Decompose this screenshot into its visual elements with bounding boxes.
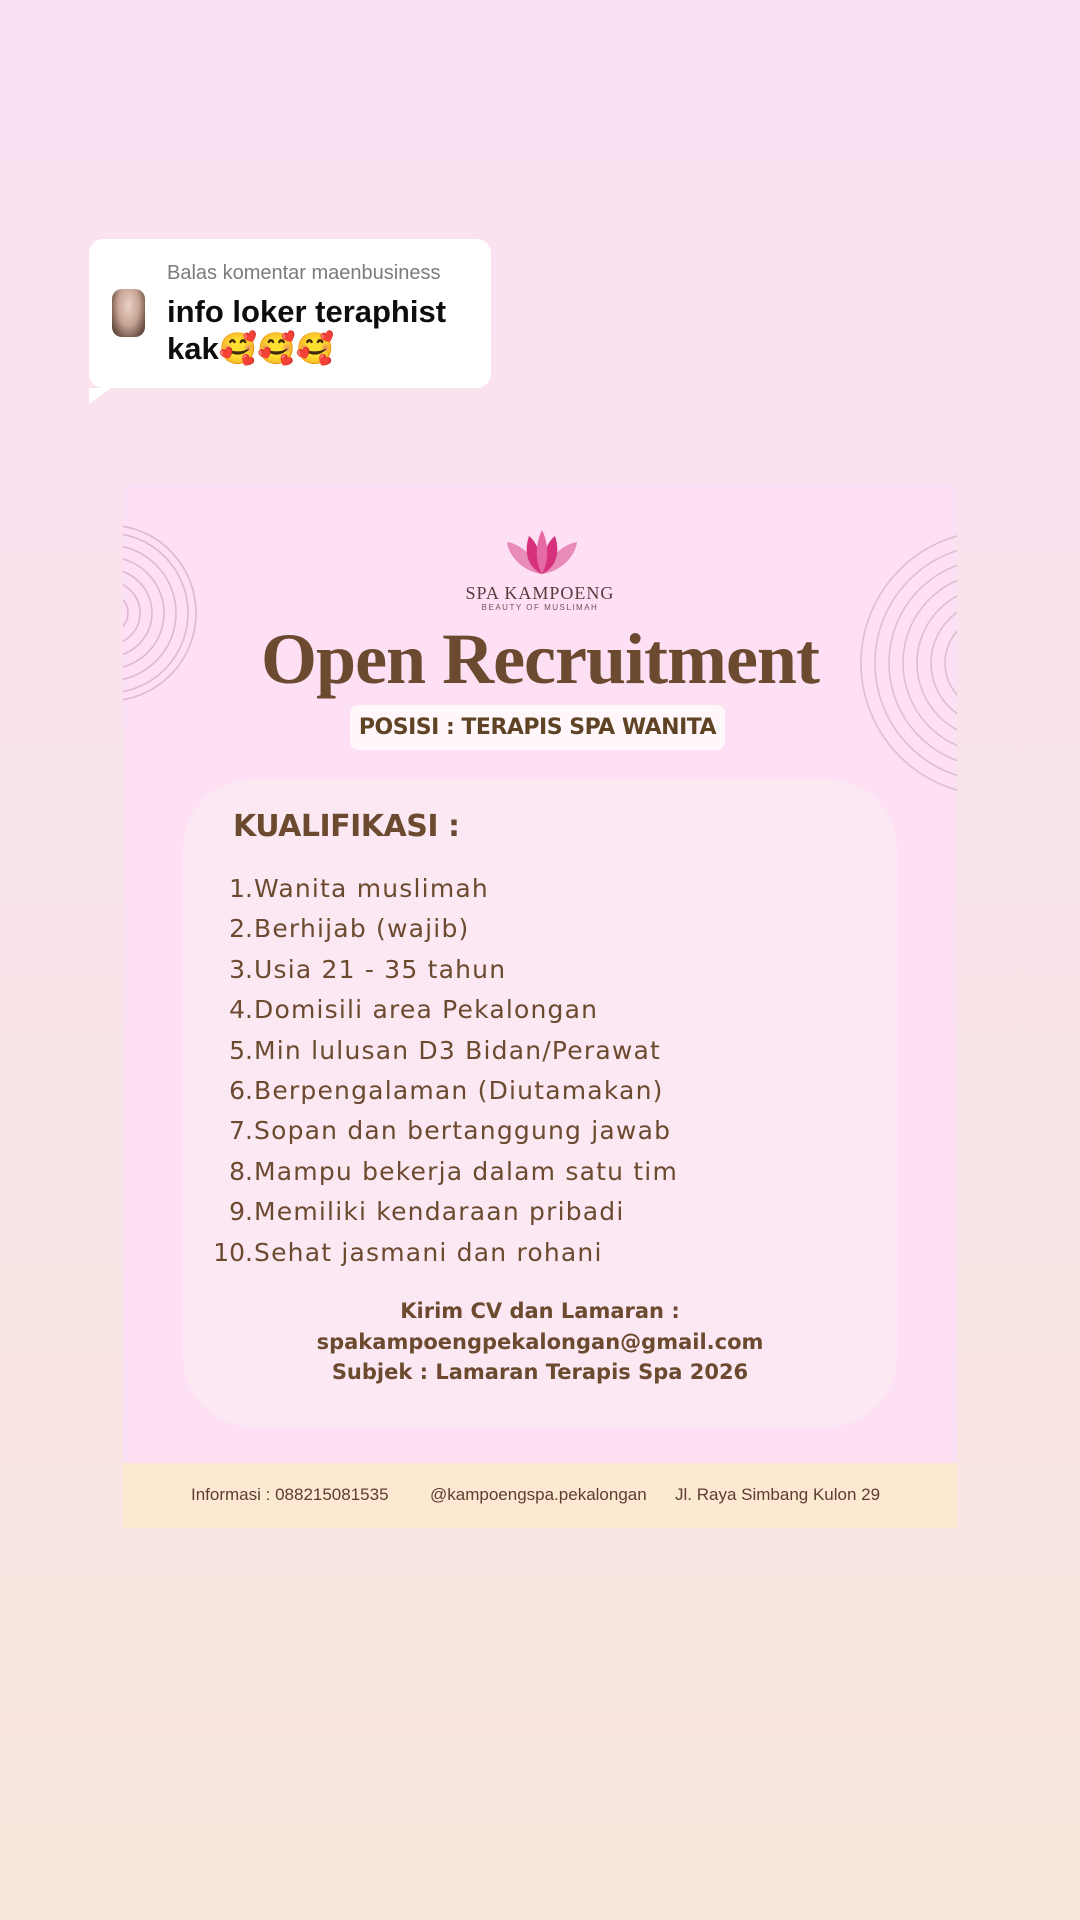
item-number: 9. <box>229 1197 253 1227</box>
brand-tagline: BEAUTY OF MUSLIMAH <box>481 603 599 612</box>
item-number: 10. <box>213 1237 253 1267</box>
item-number: 5. <box>229 1035 253 1065</box>
item-number: 2. <box>229 914 253 944</box>
item-text: Memiliki kendaraan pribadi <box>254 1197 625 1227</box>
item-text: Mampu bekerja dalam satu tim <box>254 1156 679 1186</box>
list-item <box>183 1197 897 1237</box>
item-number: 6. <box>229 1075 253 1105</box>
headline: Open Recruitment <box>261 619 819 699</box>
qualifications-card <box>183 779 897 1427</box>
recruitment-poster <box>123 483 957 1528</box>
item-text: Usia 21 - 35 tahun <box>254 954 507 984</box>
item-number: 4. <box>229 995 253 1025</box>
reply-comment-bubble[interactable] <box>89 239 491 388</box>
list-item <box>183 914 897 954</box>
item-text: Wanita muslimah <box>254 874 489 903</box>
reply-text: info loker teraphist kak🥰🥰🥰 <box>167 294 447 366</box>
qualifications-list <box>183 874 897 1278</box>
send-cv-title: Kirim CV dan Lamaran : <box>400 1299 680 1323</box>
item-text: Min lulusan D3 Bidan/Perawat <box>254 1035 662 1065</box>
item-text: Domisili area Pekalongan <box>254 995 599 1025</box>
item-number: 1. <box>229 874 253 903</box>
item-text: Sopan dan bertanggung jawab <box>254 1116 672 1146</box>
bubble-tail <box>89 388 111 404</box>
list-item <box>183 1036 897 1076</box>
reply-label: Balas komentar maenbusiness <box>167 262 441 284</box>
item-number: 3. <box>229 954 253 984</box>
lotus-logo-icon <box>505 528 579 578</box>
list-item <box>183 995 897 1035</box>
send-subject: Subjek : Lamaran Terapis Spa 2026 <box>331 1360 749 1384</box>
footer-instagram: @kampoengspa.pekalongan <box>430 1485 647 1504</box>
item-number: 8. <box>229 1156 253 1186</box>
footer-phone: Informasi : 088215081535 <box>191 1485 389 1504</box>
list-item <box>183 1157 897 1197</box>
item-text: Berpengalaman (Diutamakan) <box>254 1075 664 1105</box>
brand-name: SPA KAMPOENG <box>465 583 615 603</box>
list-item <box>183 874 897 914</box>
position-badge: POSISI : TERAPIS SPA WANITA <box>350 705 725 750</box>
avatar[interactable] <box>112 289 145 337</box>
item-text: Berhijab (wajib) <box>254 914 470 944</box>
list-item <box>183 1238 897 1278</box>
list-item <box>183 1076 897 1116</box>
poster-footer <box>123 1463 957 1528</box>
list-item <box>183 955 897 995</box>
item-text: Sehat jasmani dan rohani <box>254 1237 603 1267</box>
list-item <box>183 1116 897 1156</box>
item-number: 7. <box>229 1116 253 1146</box>
send-email: spakampoengpekalongan@gmail.com <box>316 1330 764 1354</box>
footer-address: Jl. Raya Simbang Kulon 29 <box>675 1485 881 1504</box>
qualifications-title: KUALIFIKASI : <box>233 809 460 844</box>
